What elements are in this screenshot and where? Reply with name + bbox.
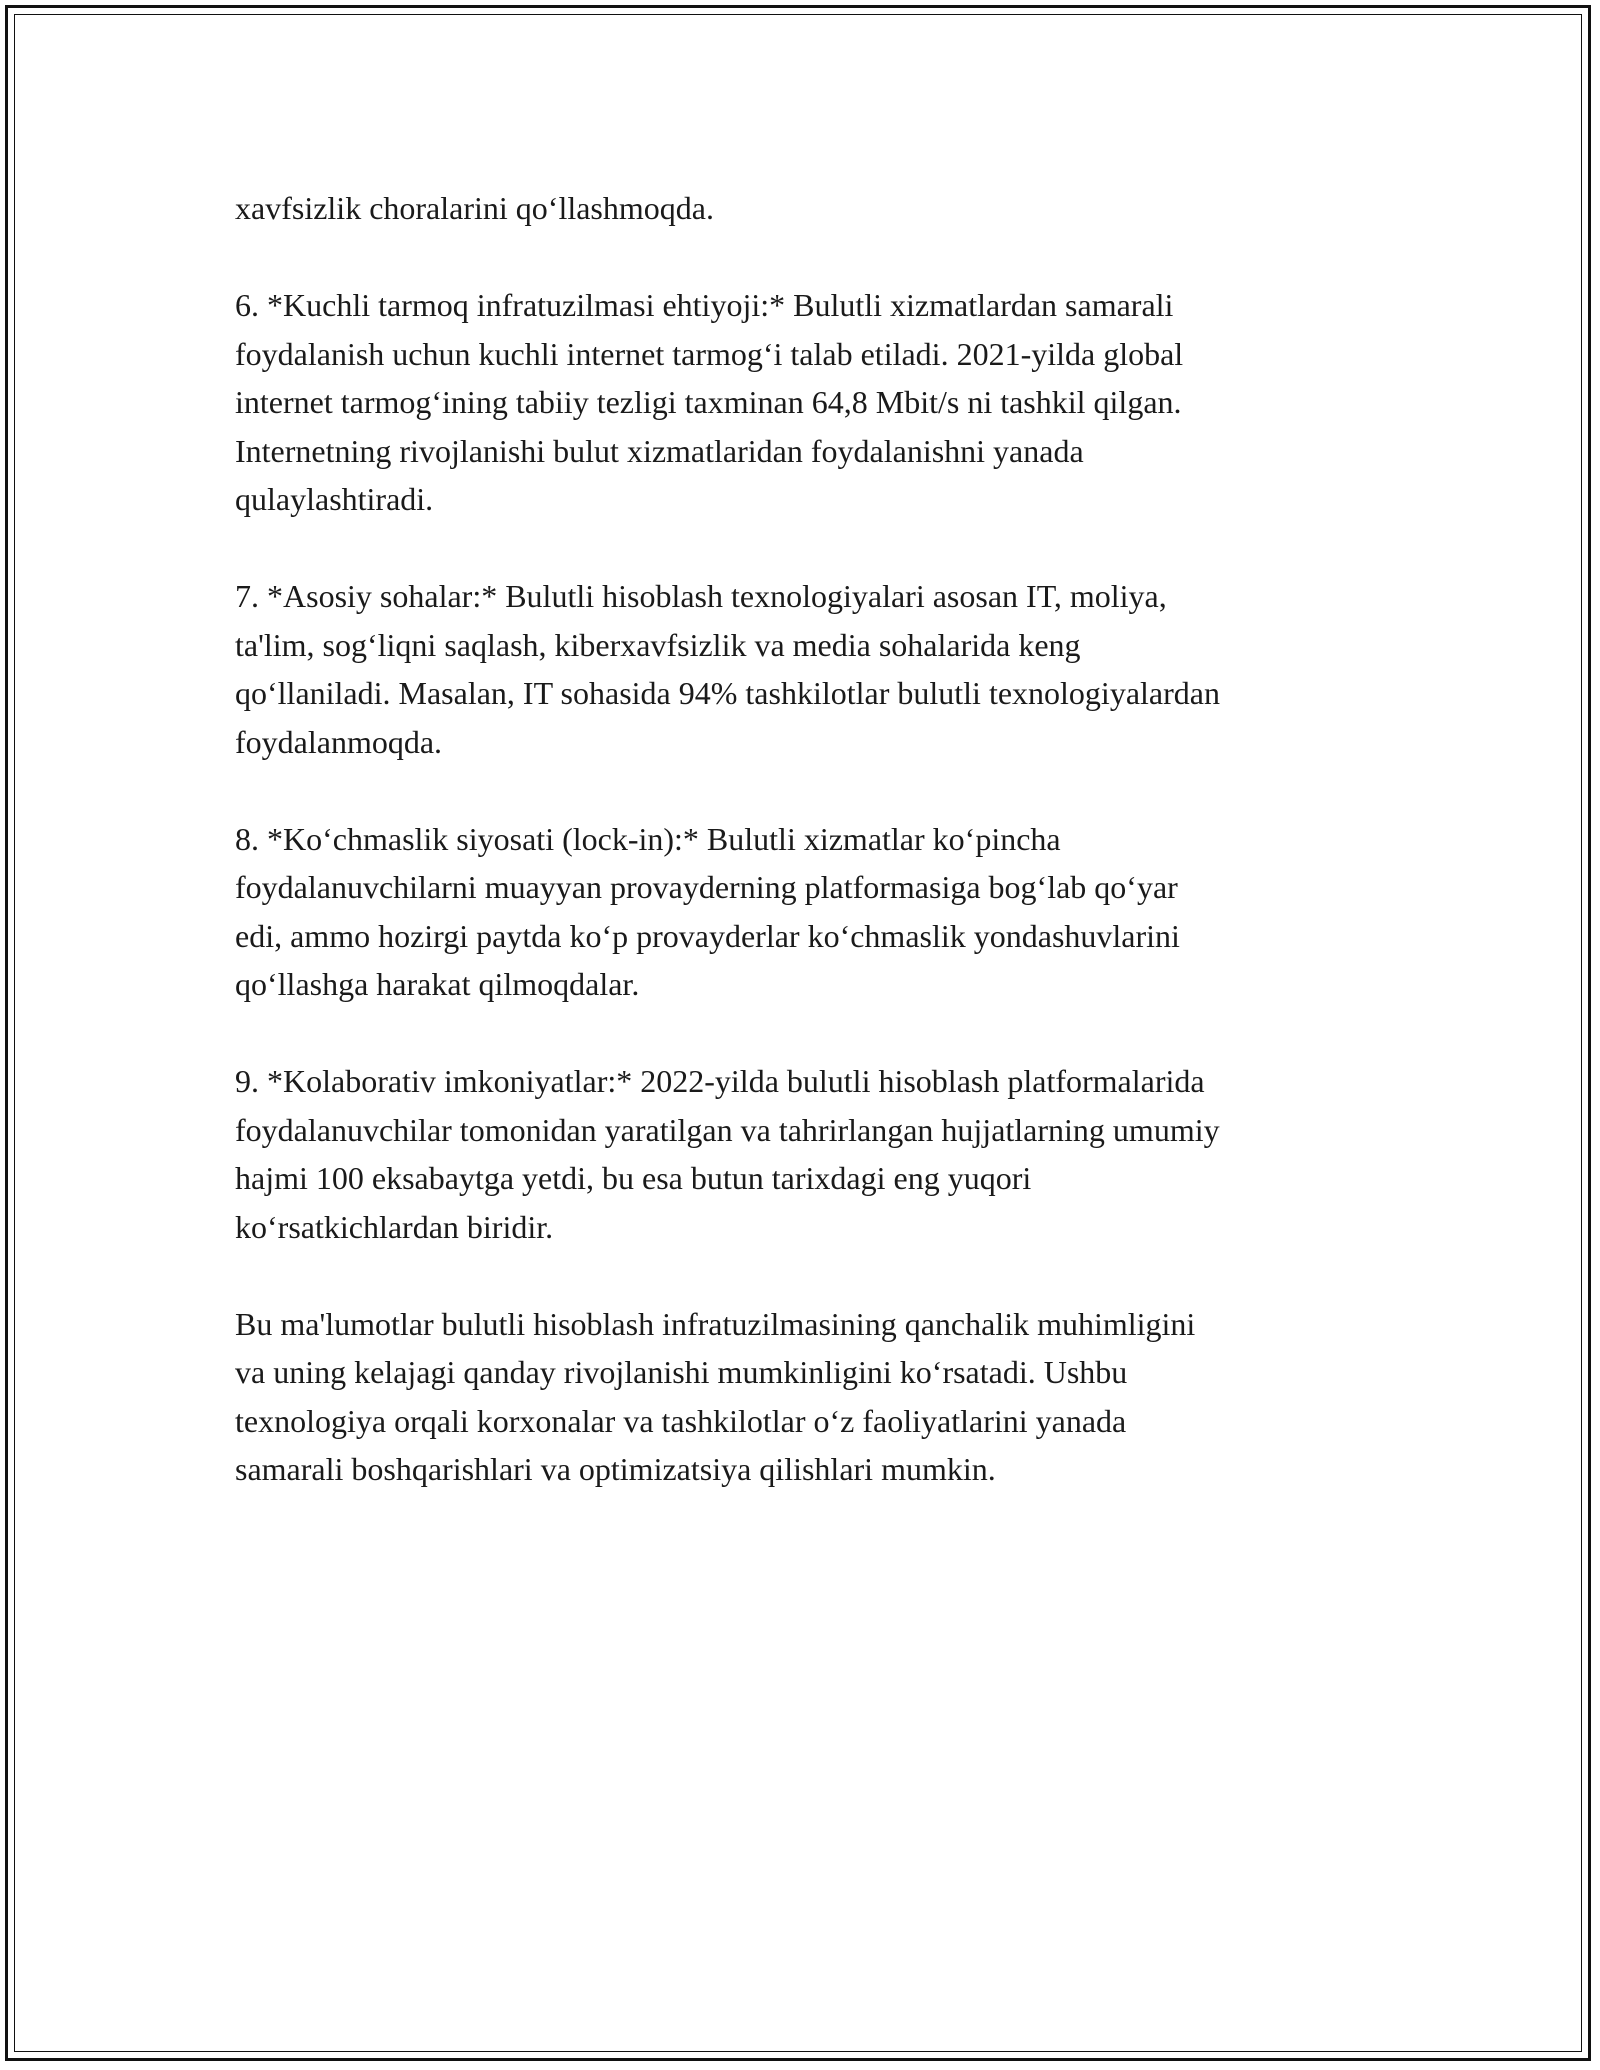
paragraph-item-8: 8. *Ko‘chmaslik siyosati (lock-in):* Bulutli xizmatlar ko‘pincha foydalanuvchilarni muayyan provayderning platformasiga bog‘lab qo‘yar edi, ammo hozirgi paytda ko‘p provayderlar ko‘chmaslik yondashuvlarini qo‘llashga harakat qilmoqdalar. <box>235 820 1180 1002</box>
paragraph-item-7: 7. *Asosiy sohalar:* Bulutli hisoblash texnologiyalari asosan IT, moliya, ta'lim, sog‘liqni saqlash, kiberxavfsizlik va media sohalarida keng qo‘llaniladi. Masalan, IT sohasida 94% tashkilotlar bulutli texnologiyalardan foydalanmoqda. <box>235 578 1220 760</box>
paragraph-item-9: 9. *Kolaborativ imkoniyatlar:* 2022-yilda bulutli hisoblash platformalarida foydalanuvchilar tomonidan yaratilgan va tahrirlangan hujjatlarning umumiy hajmi 100 eksabaytga yetdi, bu esa butun tarixdagi eng yuqori ko‘rsatkichlardan biridir. <box>235 1063 1220 1245</box>
paragraph-continuation: xavfsizlik choralarini qo‘llashmoqda. <box>235 190 714 226</box>
paragraph-conclusion: Bu ma'lumotlar bulutli hisoblash infratuzilmasining qanchalik muhimligini va uning kelajagi qanday rivojlanishi mumkinligini ko‘rsatadi. Ushbu texnologiya orqali korxonalar va tashkilotlar o‘z faoliyatlarini yanada samarali boshqarishlari va optimizatsiya qilishlari mumkin. <box>235 1305 1196 1487</box>
document-body <box>235 184 1380 1494</box>
paragraph-item-6: 6. *Kuchli tarmoq infratuzilmasi ehtiyoji:* Bulutli xizmatlardan samarali foydalanish uchun kuchli internet tarmog‘i talab etiladi. 2021-yilda global internet tarmog‘ining tabiiy tezligi taxminan 64,8 Mbit/s ni tashkil qilgan. Internetning rivojlanishi bulut xizmatlaridan foydalanishni yanada qulaylashtiradi. <box>235 287 1184 517</box>
